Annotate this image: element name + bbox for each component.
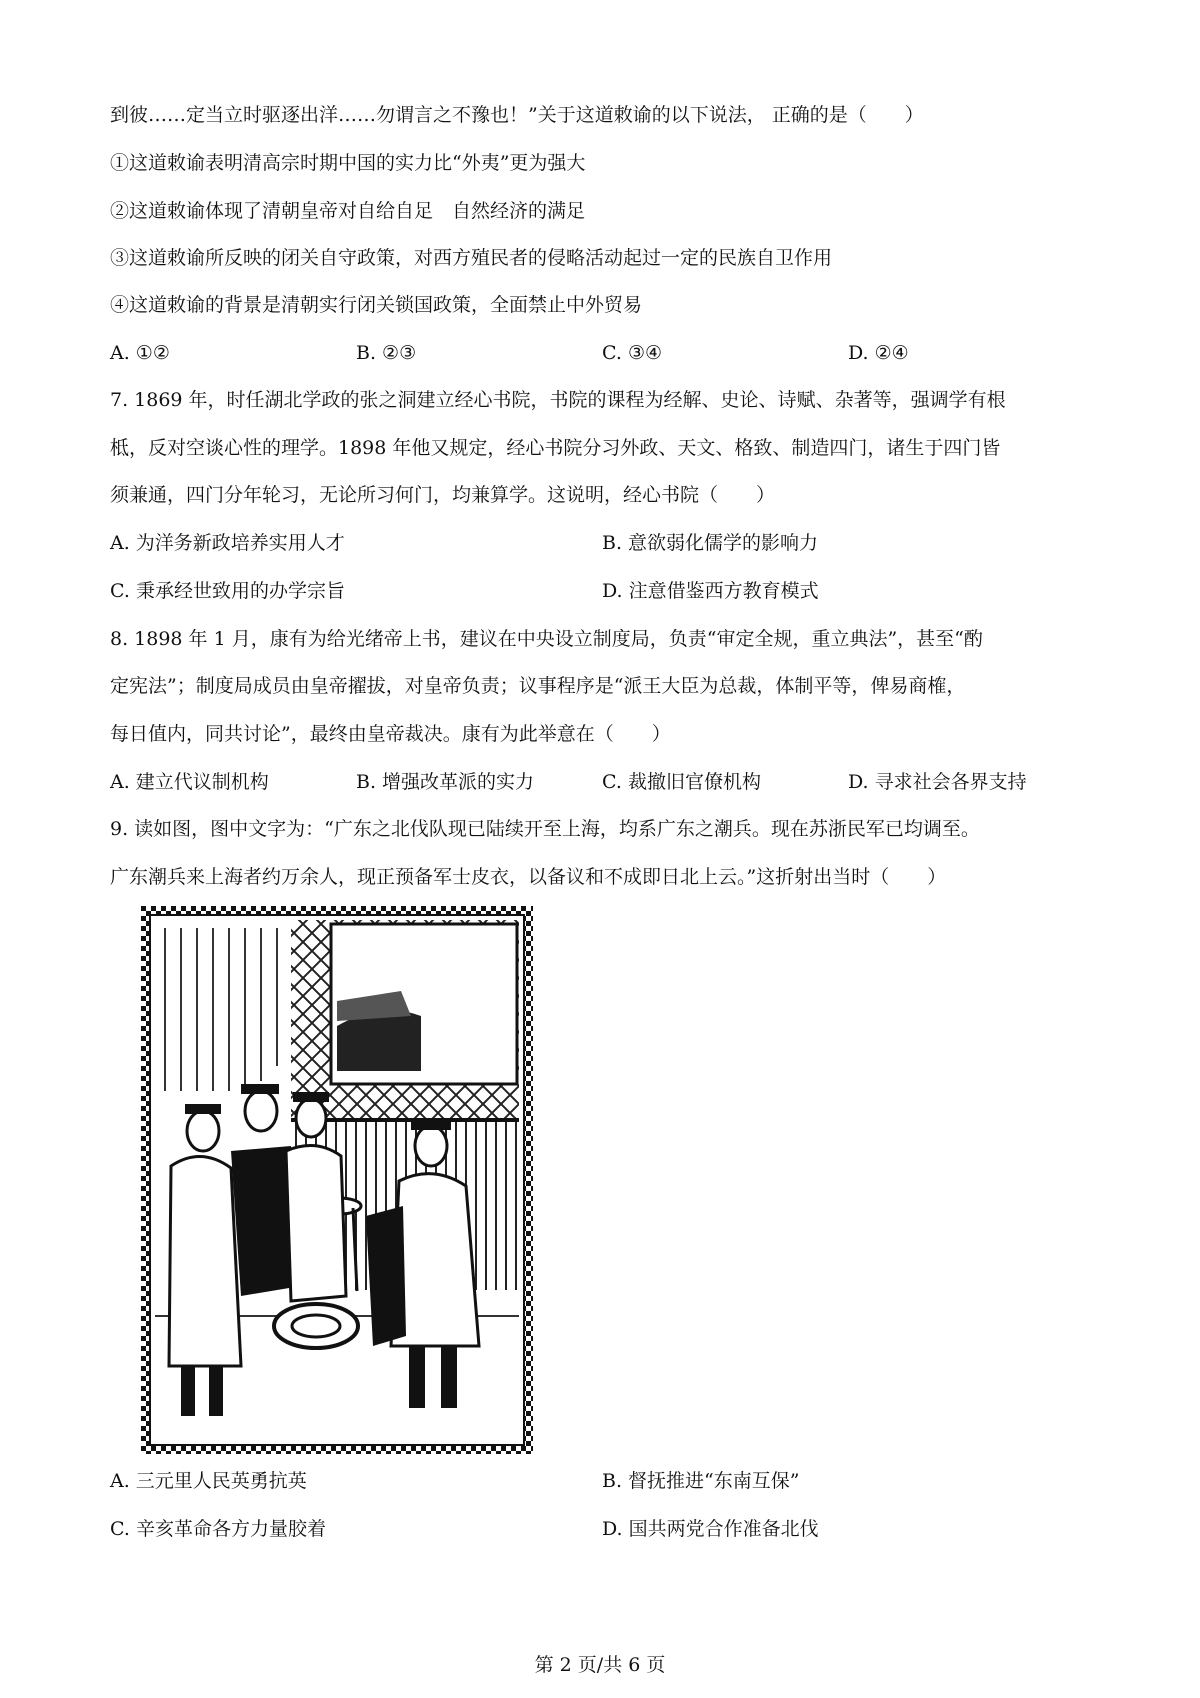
q7-option-d[interactable]: D. 注意借鉴西方教育模式	[602, 580, 819, 602]
q6-option-a[interactable]: A. ①②	[110, 342, 170, 364]
q8-option-c[interactable]: C. 裁撤旧官僚机构	[602, 771, 761, 793]
q6-option-c[interactable]: C. ③④	[602, 342, 663, 364]
woodcut-illustration	[141, 906, 533, 1454]
q6-statement-1: ①这道敕谕表明清高宗时期中国的实力比“外夷”更为强大	[110, 152, 586, 174]
page-footer: 第 2 页/共 6 页	[534, 1654, 666, 1676]
q8-option-b[interactable]: B. 增强改革派的实力	[356, 771, 535, 793]
q7-line-3: 须兼通，四门分年轮习，无论所习何门，均兼算学。这说明，经心书院（ ）	[110, 484, 776, 506]
q8-line-2: 定宪法”；制度局成员由皇帝擢拔，对皇帝负责；议事程序是“派王大臣为总裁，体制平等，俾易商榷，	[110, 675, 966, 697]
q6-statement-2: ②这道敕谕体现了清朝皇帝对自给自足 自然经济的满足	[110, 200, 586, 222]
q9-line-1: 9. 读如图，图中文字为：“广东之北伐队现已陆续开至上海，均系广东之潮兵。现在苏浙民军已均调至。	[110, 818, 980, 840]
q6-option-b[interactable]: B. ②③	[356, 342, 417, 364]
q6-option-d[interactable]: D. ②④	[848, 342, 909, 364]
q7-option-b[interactable]: B. 意欲弱化儒学的影响力	[602, 532, 819, 554]
q9-option-b[interactable]: B. 督抚推进“东南互保”	[602, 1470, 800, 1492]
q8-option-a[interactable]: A. 建立代议制机构	[110, 771, 269, 793]
q9-option-c[interactable]: C. 辛亥革命各方力量胶着	[110, 1518, 326, 1540]
q9-option-a[interactable]: A. 三元里人民英勇抗英	[110, 1470, 307, 1492]
q6-statement-4: ④这道敕谕的背景是清朝实行闭关锁国政策，全面禁止中外贸易	[110, 294, 643, 316]
q9-line-2: 广东潮兵来上海者约万余人，现正预备军士皮衣，以备议和不成即日北上云。”这折射出当时（ ）	[110, 866, 947, 888]
q6-lead: 到彼……定当立时驱逐出洋……勿谓言之不豫也！”关于这道敕谕的以下说法， 正确的是（ ）	[110, 104, 924, 126]
q8-line-1: 8. 1898 年 1 月，康有为给光绪帝上书，建议在中央设立制度局，负责“审定全规，重立典法”，甚至“酌	[110, 628, 983, 650]
q8-line-3: 每日值内，同共讨论”，最终由皇帝裁决。康有为此举意在（ ）	[110, 723, 671, 745]
q7-line-2: 柢，反对空谈心性的理学。1898 年他又规定，经心书院分习外政、天文、格致、制造四门，诸生于四门皆	[110, 437, 1001, 459]
q8-option-d[interactable]: D. 寻求社会各界支持	[848, 771, 1027, 793]
q7-option-a[interactable]: A. 为洋务新政培养实用人才	[110, 532, 345, 554]
q6-statement-3: ③这道敕谕所反映的闭关自守政策，对西方殖民者的侵略活动起过一定的民族自卫作用	[110, 247, 833, 269]
q9-option-d[interactable]: D. 国共两党合作准备北伐	[602, 1518, 819, 1540]
q7-option-c[interactable]: C. 秉承经世致用的办学宗旨	[110, 580, 345, 602]
q7-line-1: 7. 1869 年，时任湖北学政的张之洞建立经心书院，书院的课程为经解、史论、诗赋、杂著等，强调学有根	[110, 389, 1006, 411]
